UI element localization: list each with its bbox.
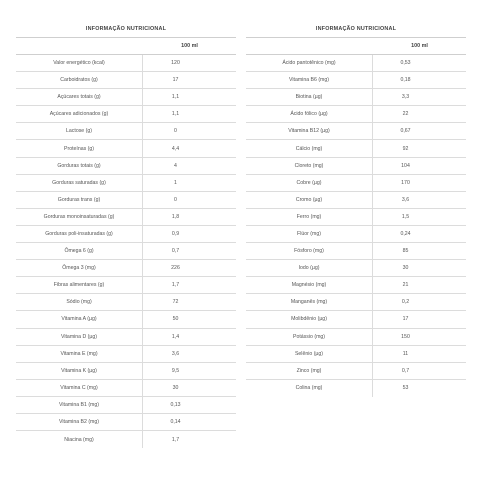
nutrient-value: 1,4	[171, 333, 180, 340]
nutrient-label: Vitamina A (µg)	[16, 311, 143, 327]
table-row	[16, 192, 236, 209]
nutrient-value: 3,3	[401, 94, 410, 101]
nutrient-label: Fibras alimentares (g)	[16, 277, 143, 293]
table-row	[246, 277, 466, 294]
nutrient-value: 1,8	[171, 213, 180, 220]
nutrient-value: 0,18	[400, 77, 411, 84]
nutrient-value: 226	[171, 265, 180, 272]
nutrition-table-left	[16, 21, 236, 448]
table-row	[246, 175, 466, 192]
table-row	[16, 431, 236, 448]
nutrient-label: Vitamina B1 (mg)	[16, 397, 143, 413]
nutrient-value: 17	[172, 77, 179, 84]
nutrient-label: Vitamina K (µg)	[16, 363, 143, 379]
nutrient-value: 120	[171, 60, 180, 67]
nutrient-label: Vitamina D (µg)	[16, 329, 143, 345]
nutrient-label: Lactose (g)	[16, 123, 143, 139]
nutrient-label: Açúcares adicionados (g)	[16, 106, 143, 122]
nutrient-value: 0,2	[401, 299, 410, 306]
nutrient-label: Manganês (mg)	[246, 294, 373, 310]
table-row	[16, 329, 236, 346]
nutrient-label: Iodo (µg)	[246, 260, 373, 276]
column-header: 100 ml	[181, 43, 198, 49]
nutrient-label: Ácido fólico (µg)	[246, 106, 373, 122]
nutrient-value: 11	[402, 350, 409, 357]
table-header	[246, 38, 466, 55]
nutrient-label: Ácido pantotênico (mg)	[246, 55, 373, 71]
nutrient-value: 0,9	[171, 230, 180, 237]
table-row	[16, 346, 236, 363]
nutrient-value: 3,6	[401, 196, 410, 203]
table-row	[246, 209, 466, 226]
nutrient-value: 53	[402, 385, 409, 392]
table-row	[16, 226, 236, 243]
table-row	[16, 260, 236, 277]
nutrient-value: 1,1	[171, 94, 180, 101]
nutrient-label: Gorduras poli-insaturadas (g)	[16, 226, 143, 242]
nutrient-label: Vitamina E (mg)	[16, 346, 143, 362]
table-row	[16, 311, 236, 328]
nutrient-label: Ômega 6 (g)	[16, 243, 143, 259]
table-row	[246, 226, 466, 243]
nutrient-value: 1,7	[171, 282, 180, 289]
nutrient-value: 0,24	[400, 230, 411, 237]
nutrient-value: 30	[172, 384, 179, 391]
table-row	[16, 55, 236, 72]
nutrient-value: 17	[402, 316, 409, 323]
nutrient-label: Gorduras trans (g)	[16, 192, 143, 208]
nutrient-label: Gorduras monoinsaturadas (g)	[16, 209, 143, 225]
table-row	[16, 277, 236, 294]
nutrient-value: 72	[172, 299, 179, 306]
nutrient-value: 0,13	[170, 401, 181, 408]
table-row	[246, 72, 466, 89]
nutrient-value: 9,5	[171, 367, 180, 374]
table-row	[16, 414, 236, 431]
nutrient-value: 0,14	[170, 419, 181, 426]
table-row	[246, 363, 466, 380]
table-row	[16, 123, 236, 140]
nutrient-label: Magnésio (mg)	[246, 277, 373, 293]
nutrient-label: Molibdênio (µg)	[246, 311, 373, 327]
nutrient-label: Sódio (mg)	[16, 294, 143, 310]
table-row	[16, 140, 236, 157]
nutrient-label: Vitamina B12 (µg)	[246, 123, 373, 139]
nutrient-label: Gorduras saturadas (g)	[16, 175, 143, 191]
table-title: INFORMAÇÃO NUTRICIONAL	[16, 21, 236, 38]
nutrient-label: Ômega 3 (mg)	[16, 260, 143, 276]
table-row	[246, 243, 466, 260]
nutrient-label: Cobre (µg)	[246, 175, 373, 191]
column-header: 100 ml	[411, 43, 428, 49]
nutrient-value: 1	[174, 179, 177, 186]
nutrient-value: 1,5	[401, 213, 410, 220]
nutrient-value: 150	[401, 333, 410, 340]
table-row	[16, 363, 236, 380]
nutrient-value: 0,7	[401, 367, 410, 374]
nutrient-label: Gorduras totais (g)	[16, 158, 143, 174]
table-row	[16, 175, 236, 192]
table-row	[246, 55, 466, 72]
table-row	[16, 294, 236, 311]
nutrient-value: 22	[402, 111, 409, 118]
nutrient-value: 170	[401, 179, 410, 186]
table-title: INFORMAÇÃO NUTRICIONAL	[246, 21, 466, 38]
nutrient-label: Cálcio (mg)	[246, 140, 373, 156]
nutrient-value: 3,6	[171, 350, 180, 357]
nutrient-label: Valor energético (kcal)	[16, 55, 143, 71]
nutrient-label: Cloreto (mg)	[246, 158, 373, 174]
nutrition-table-right	[246, 21, 466, 397]
nutrient-label: Carboidratos (g)	[16, 72, 143, 88]
nutrient-label: Vitamina C (mg)	[16, 380, 143, 396]
nutrient-label: Biotina (µg)	[246, 89, 373, 105]
nutrient-value: 50	[172, 316, 179, 323]
table-row	[246, 106, 466, 123]
table-row	[16, 243, 236, 260]
table-row	[16, 106, 236, 123]
table-row	[16, 209, 236, 226]
table-row	[246, 380, 466, 397]
table-row	[16, 89, 236, 106]
nutrient-label: Ferro (mg)	[246, 209, 373, 225]
table-row	[246, 260, 466, 277]
table-row	[246, 294, 466, 311]
nutrient-value: 0	[174, 196, 177, 203]
table-row	[246, 140, 466, 157]
table-row	[246, 123, 466, 140]
table-row	[246, 346, 466, 363]
nutrient-value: 1,7	[171, 436, 180, 443]
nutrient-label: Zinco (mg)	[246, 363, 373, 379]
nutrient-label: Niacina (mg)	[16, 431, 143, 448]
table-row	[246, 158, 466, 175]
table-row	[16, 397, 236, 414]
nutrient-value: 0,67	[400, 128, 411, 135]
nutrient-value: 85	[402, 248, 409, 255]
nutrient-label: Potássio (mg)	[246, 329, 373, 345]
nutrient-label: Flúor (mg)	[246, 226, 373, 242]
nutrient-label: Açúcares totais (g)	[16, 89, 143, 105]
nutrient-label: Selênio (µg)	[246, 346, 373, 362]
table-row	[16, 72, 236, 89]
table-row	[246, 89, 466, 106]
nutrient-value: 104	[401, 162, 410, 169]
table-row	[16, 158, 236, 175]
nutrient-label: Vitamina B6 (mg)	[246, 72, 373, 88]
nutrient-label: Colina (mg)	[246, 380, 373, 397]
nutrient-value: 0	[174, 128, 177, 135]
table-row	[246, 192, 466, 209]
nutrient-value: 92	[402, 145, 409, 152]
nutrient-value: 1,1	[171, 111, 180, 118]
nutrient-value: 4	[174, 162, 177, 169]
table-header	[16, 38, 236, 55]
nutrient-value: 0,53	[400, 60, 411, 67]
nutrient-value: 21	[402, 282, 409, 289]
nutrient-label: Cromo (µg)	[246, 192, 373, 208]
nutrient-label: Vitamina B2 (mg)	[16, 414, 143, 430]
nutrient-value: 30	[402, 265, 409, 272]
table-body	[246, 55, 466, 397]
table-row	[16, 380, 236, 397]
table-row	[246, 329, 466, 346]
nutrient-value: 0,7	[171, 248, 180, 255]
nutrient-label: Proteínas (g)	[16, 140, 143, 156]
table-row	[246, 311, 466, 328]
nutrient-label: Fósforo (mg)	[246, 243, 373, 259]
nutrient-value: 4,4	[171, 145, 180, 152]
table-body	[16, 55, 236, 448]
